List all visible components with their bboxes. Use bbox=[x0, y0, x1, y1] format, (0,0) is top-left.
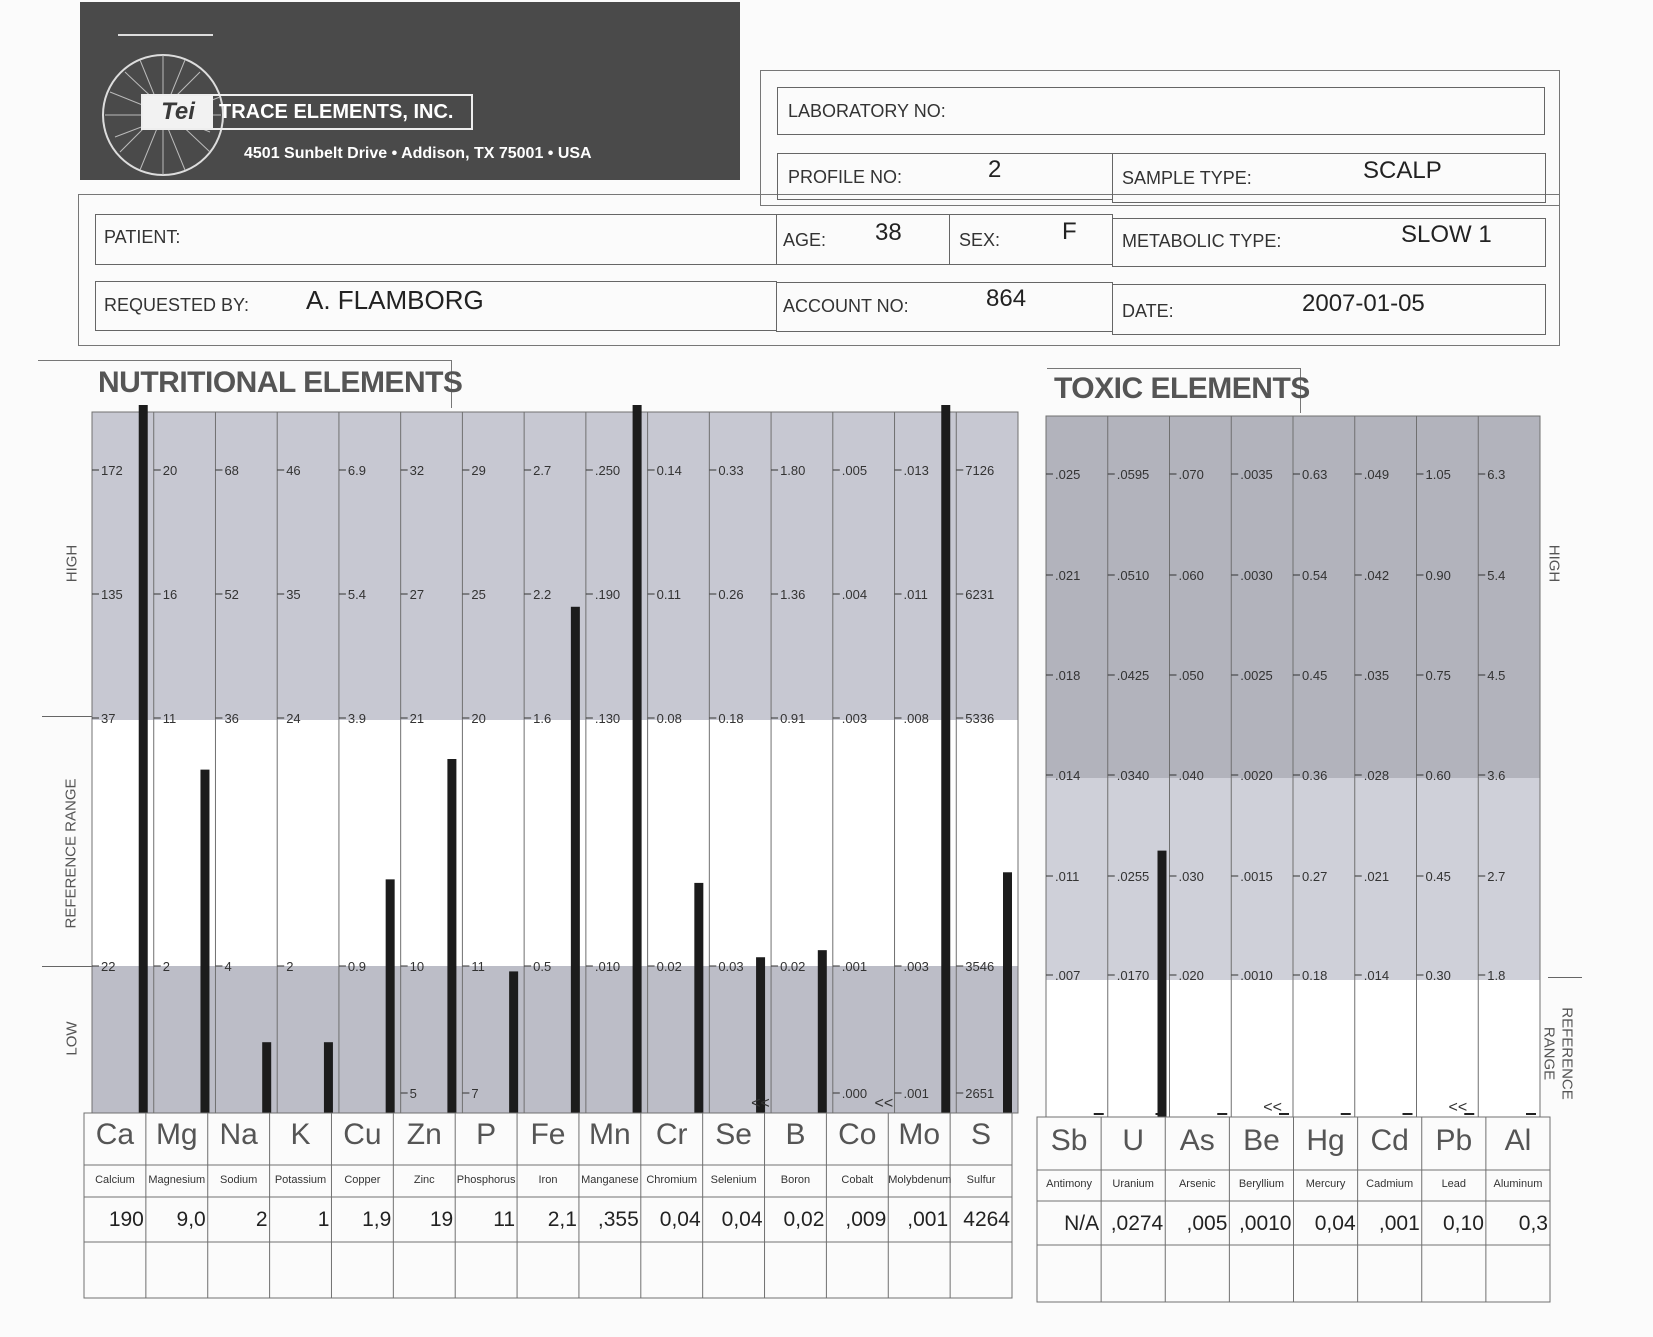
element-name: Sulfur bbox=[966, 1174, 996, 1186]
element-symbol-cu: Cu bbox=[343, 1118, 382, 1151]
scale-tick-label: 2.7 bbox=[533, 463, 552, 478]
element-name: Zinc bbox=[413, 1174, 435, 1186]
toxic-element-name: Beryllium bbox=[1238, 1178, 1285, 1190]
element-result: 19 bbox=[429, 1208, 454, 1231]
toxic-element-result: 0,3 bbox=[1518, 1212, 1548, 1235]
laboratory-no-label: LABORATORY NO: bbox=[788, 101, 946, 121]
toxic-scale-tick-label: 0.60 bbox=[1425, 768, 1451, 783]
element-symbol-mo: Mo bbox=[898, 1118, 941, 1151]
toxic-element-result: ,0274 bbox=[1110, 1212, 1164, 1235]
scale-tick-label: 46 bbox=[286, 463, 301, 478]
scale-tick-label: .000 bbox=[841, 1086, 868, 1101]
scale-tick-label: 4 bbox=[224, 959, 232, 974]
scale-tick-label: 0.5 bbox=[533, 959, 552, 974]
toxic-element-name: Mercury bbox=[1305, 1178, 1346, 1190]
toxic-scale-tick-label: .030 bbox=[1178, 869, 1204, 884]
toxic-element-name: Uranium bbox=[1112, 1178, 1154, 1190]
element-result: 4264 bbox=[963, 1208, 1010, 1231]
element-name: Manganese bbox=[581, 1174, 639, 1186]
toxic-scale-tick-label: .0170 bbox=[1116, 968, 1150, 983]
toxic-element-result: 0,04 bbox=[1314, 1212, 1356, 1235]
toxic-scale-tick-label: .042 bbox=[1363, 568, 1390, 583]
scale-tick-label: 0.08 bbox=[656, 711, 682, 726]
scale-tick-label: 11 bbox=[471, 959, 485, 974]
scale-tick-label: 1.80 bbox=[780, 463, 806, 478]
element-result: 9,0 bbox=[176, 1208, 206, 1231]
scale-tick-label: 20 bbox=[471, 711, 486, 726]
toxic-scale-tick-label: 0.63 bbox=[1302, 467, 1328, 482]
toxic-element-result: N/A bbox=[1064, 1212, 1100, 1235]
scale-tick-label: 0.11 bbox=[656, 587, 681, 602]
element-symbol-zn: Zn bbox=[406, 1118, 442, 1151]
toxic-scale-tick-label: 0.18 bbox=[1302, 968, 1328, 983]
toxic-scale-tick-label: 0.27 bbox=[1302, 869, 1328, 884]
scale-tick-label: .011 bbox=[903, 587, 928, 602]
toxic-element-symbol-sb: Sb bbox=[1050, 1124, 1088, 1157]
element-result: ,355 bbox=[597, 1208, 639, 1231]
scale-tick-label: 5.4 bbox=[347, 587, 367, 602]
age-value: 38 bbox=[875, 219, 902, 246]
scale-tick-label: 10 bbox=[409, 959, 425, 974]
element-symbol-p: P bbox=[476, 1118, 497, 1151]
toxic-scale-tick-label: .0595 bbox=[1116, 467, 1150, 482]
toxic-element-name: Cadmium bbox=[1366, 1178, 1414, 1190]
toxic-element-symbol-be: Be bbox=[1243, 1124, 1280, 1157]
scale-tick-label: 0.91 bbox=[780, 711, 806, 726]
profile-no-value: 2 bbox=[988, 156, 1002, 183]
scale-tick-label: 2 bbox=[162, 959, 170, 974]
scale-tick-label: 0.14 bbox=[656, 463, 682, 478]
scale-tick-label: .005 bbox=[841, 463, 868, 478]
toxic-element-result: 0,10 bbox=[1443, 1212, 1484, 1235]
patient-label: PATIENT: bbox=[104, 227, 181, 247]
element-name: Copper bbox=[344, 1174, 381, 1186]
toxic-scale-tick-label: .070 bbox=[1178, 467, 1204, 482]
toxic-side-label-high: HIGH bbox=[1545, 544, 1563, 583]
toxic-scale-tick-label: 4.5 bbox=[1487, 668, 1506, 683]
scale-tick-label: .003 bbox=[841, 711, 868, 726]
toxic-scale-tick-label: .040 bbox=[1178, 768, 1204, 783]
scale-tick-label: 2651 bbox=[965, 1086, 995, 1101]
scale-tick-label: 20 bbox=[162, 463, 178, 478]
scale-tick-label: 27 bbox=[409, 587, 425, 602]
metabolic-type-label: METABOLIC TYPE: bbox=[1122, 231, 1282, 251]
scale-tick-label: 6.9 bbox=[347, 463, 367, 478]
element-name: Chromium bbox=[646, 1174, 698, 1186]
toxic-element-name: Lead bbox=[1441, 1178, 1467, 1190]
toxic-scale-tick-label: .018 bbox=[1055, 668, 1081, 683]
element-symbol-k: K bbox=[290, 1118, 311, 1151]
element-name: Calcium bbox=[95, 1174, 135, 1186]
toxic-element-symbol-al: Al bbox=[1504, 1124, 1532, 1157]
toxic-scale-tick-label: .0035 bbox=[1240, 467, 1273, 482]
element-symbol-s: S bbox=[971, 1118, 992, 1151]
element-result: 0,04 bbox=[659, 1208, 701, 1231]
toxic-scale-tick-label: .050 bbox=[1178, 668, 1204, 683]
scale-tick-label: 2 bbox=[286, 959, 294, 974]
toxic-scale-tick-label: 0.75 bbox=[1425, 668, 1451, 683]
toxic-scale-tick-label: .060 bbox=[1178, 568, 1204, 583]
toxic-element-symbol-u: U bbox=[1122, 1124, 1145, 1157]
element-result: 1,9 bbox=[362, 1208, 392, 1231]
profile-no-label: PROFILE NO: bbox=[788, 167, 903, 187]
element-result: 2,1 bbox=[547, 1208, 577, 1231]
toxic-side-label-reference: REFERENCE bbox=[1558, 1007, 1576, 1100]
date-label: DATE: bbox=[1122, 301, 1174, 321]
scale-tick-label: 24 bbox=[286, 711, 301, 726]
scale-tick-label: 16 bbox=[162, 587, 178, 602]
toxic-element-symbol-as: As bbox=[1179, 1124, 1215, 1157]
element-name: Phosphorus bbox=[456, 1174, 516, 1186]
toxic-scale-tick-label: .0015 bbox=[1240, 869, 1273, 884]
toxic-scale-tick-label: .007 bbox=[1055, 968, 1081, 983]
scale-tick-label: .010 bbox=[594, 959, 621, 974]
scale-tick-label: 36 bbox=[224, 711, 239, 726]
toxic-scale-tick-label: 1.8 bbox=[1487, 968, 1506, 983]
scale-tick-label: 35 bbox=[286, 587, 301, 602]
toxic-side-label-range: RANGE bbox=[1540, 1026, 1558, 1081]
element-result: 190 bbox=[108, 1208, 144, 1231]
below-range-marker: << bbox=[751, 1095, 770, 1112]
scale-tick-label: .250 bbox=[594, 463, 621, 478]
sex-value: F bbox=[1062, 218, 1077, 245]
scale-tick-label: 0.9 bbox=[347, 959, 367, 974]
toxic-scale-tick-label: .0255 bbox=[1116, 869, 1150, 884]
toxic-scale-tick-label: 0.45 bbox=[1302, 668, 1328, 683]
element-result: ,001 bbox=[907, 1208, 949, 1231]
element-name: Selenium bbox=[710, 1174, 757, 1186]
toxic-scale-tick-label: 0.54 bbox=[1302, 568, 1328, 583]
scale-tick-label: .013 bbox=[903, 463, 929, 478]
toxic-below-range-marker: << bbox=[1263, 1099, 1282, 1116]
toxic-element-symbol-cd: Cd bbox=[1370, 1124, 1409, 1157]
scale-tick-label: 22 bbox=[101, 959, 116, 974]
element-result: 1 bbox=[317, 1208, 330, 1231]
scale-tick-label: 1.6 bbox=[533, 711, 552, 726]
scale-tick-label: 135 bbox=[101, 587, 123, 602]
element-name: Potassium bbox=[274, 1174, 327, 1186]
sex-label: SEX: bbox=[959, 230, 1001, 250]
toxic-element-result: ,001 bbox=[1378, 1212, 1420, 1235]
toxic-scale-tick-label: 0.30 bbox=[1425, 968, 1451, 983]
toxic-scale-tick-label: .049 bbox=[1363, 467, 1390, 482]
toxic-scale-tick-label: .0020 bbox=[1240, 768, 1273, 783]
scale-tick-label: 172 bbox=[101, 463, 123, 478]
element-result: 2 bbox=[255, 1208, 268, 1231]
requested-by-value: A. FLAMBORG bbox=[306, 285, 484, 315]
scale-tick-label: 68 bbox=[224, 463, 239, 478]
lab-address: 4501 Sunbelt Drive • Addison, TX 75001 • USA bbox=[244, 145, 592, 162]
toxic-element-result: ,0010 bbox=[1238, 1212, 1292, 1235]
scale-tick-label: 0.33 bbox=[718, 463, 744, 478]
toxic-elements-title: TOXIC ELEMENTS bbox=[1054, 372, 1310, 405]
requested-by-label: REQUESTED BY: bbox=[104, 295, 250, 315]
toxic-scale-tick-label: .0025 bbox=[1240, 668, 1273, 683]
toxic-scale-tick-label: 0.45 bbox=[1425, 869, 1451, 884]
element-name: Boron bbox=[780, 1174, 811, 1186]
nutritional-elements-title: NUTRITIONAL ELEMENTS bbox=[98, 366, 463, 399]
toxic-scale-tick-label: .035 bbox=[1363, 668, 1390, 683]
scale-tick-label: 32 bbox=[409, 463, 425, 478]
toxic-below-range-marker: << bbox=[1448, 1099, 1468, 1116]
toxic-scale-tick-label: .011 bbox=[1055, 869, 1080, 884]
scale-tick-label: 11 bbox=[162, 711, 177, 726]
toxic-scale-tick-label: 0.90 bbox=[1425, 568, 1451, 583]
scale-tick-label: 3.9 bbox=[347, 711, 367, 726]
scale-tick-label: 37 bbox=[101, 711, 116, 726]
below-range-marker: << bbox=[874, 1095, 894, 1112]
toxic-element-symbol-hg: Hg bbox=[1306, 1124, 1345, 1157]
scale-tick-label: .130 bbox=[594, 711, 621, 726]
scale-tick-label: 0.03 bbox=[718, 959, 744, 974]
brand-mark: Tei bbox=[143, 96, 213, 128]
scale-tick-label: 29 bbox=[471, 463, 486, 478]
scale-tick-label: .001 bbox=[841, 959, 868, 974]
element-symbol-mg: Mg bbox=[155, 1118, 198, 1151]
scale-tick-label: .190 bbox=[594, 587, 621, 602]
scale-tick-label: 0.26 bbox=[718, 587, 744, 602]
scale-tick-label: .003 bbox=[903, 959, 929, 974]
element-symbol-fe: Fe bbox=[530, 1118, 566, 1151]
toxic-element-symbol-pb: Pb bbox=[1435, 1124, 1473, 1157]
scale-tick-label: .004 bbox=[841, 587, 868, 602]
element-result: ,009 bbox=[845, 1208, 887, 1231]
scale-tick-label: 7126 bbox=[965, 463, 995, 478]
metabolic-type-value: SLOW 1 bbox=[1401, 221, 1492, 248]
element-name: Cobalt bbox=[841, 1174, 874, 1186]
toxic-scale-tick-label: .0425 bbox=[1116, 668, 1150, 683]
element-result: 0,02 bbox=[783, 1208, 825, 1231]
scale-tick-label: 6231 bbox=[965, 587, 995, 602]
side-label-low: LOW bbox=[63, 1021, 81, 1056]
scale-tick-label: 21 bbox=[409, 711, 425, 726]
toxic-scale-tick-label: .0010 bbox=[1240, 968, 1273, 983]
toxic-scale-tick-label: 6.3 bbox=[1487, 467, 1506, 482]
account-no-label: ACCOUNT NO: bbox=[783, 296, 909, 316]
scale-tick-label: 2.2 bbox=[533, 587, 552, 602]
toxic-scale-tick-label: .025 bbox=[1055, 467, 1081, 482]
element-symbol-mn: Mn bbox=[589, 1118, 631, 1151]
element-result: 11 bbox=[493, 1208, 516, 1231]
scale-tick-label: 25 bbox=[471, 587, 486, 602]
toxic-scale-tick-label: .0510 bbox=[1116, 568, 1150, 583]
scale-tick-label: 5 bbox=[409, 1086, 417, 1101]
toxic-element-name: Arsenic bbox=[1178, 1178, 1216, 1190]
toxic-element-name: Aluminum bbox=[1493, 1178, 1543, 1190]
lab-name: TRACE ELEMENTS, INC. bbox=[219, 101, 454, 123]
side-label-reference-range: REFERENCE RANGE bbox=[62, 778, 80, 929]
scale-tick-label: .001 bbox=[903, 1086, 929, 1101]
element-symbol-b: B bbox=[785, 1118, 806, 1151]
toxic-scale-tick-label: .021 bbox=[1363, 869, 1390, 884]
element-name: Magnesium bbox=[148, 1174, 206, 1186]
toxic-scale-tick-label: .028 bbox=[1363, 768, 1390, 783]
scale-tick-label: .008 bbox=[903, 711, 929, 726]
element-result: 0,04 bbox=[721, 1208, 763, 1231]
element-symbol-na: Na bbox=[219, 1118, 258, 1151]
toxic-element-result: ,005 bbox=[1186, 1212, 1228, 1235]
toxic-scale-tick-label: .0030 bbox=[1240, 568, 1273, 583]
toxic-scale-tick-label: .014 bbox=[1363, 968, 1390, 983]
element-name: Molybdenum bbox=[888, 1174, 952, 1186]
toxic-scale-tick-label: 5.4 bbox=[1487, 568, 1506, 583]
toxic-scale-tick-label: 3.6 bbox=[1487, 768, 1506, 783]
toxic-scale-tick-label: 2.7 bbox=[1487, 869, 1506, 884]
toxic-element-name: Antimony bbox=[1046, 1178, 1092, 1190]
toxic-scale-tick-label: 1.05 bbox=[1425, 467, 1451, 482]
age-label: AGE: bbox=[783, 230, 827, 250]
toxic-scale-tick-label: .014 bbox=[1055, 768, 1081, 783]
account-no-value: 864 bbox=[986, 285, 1027, 312]
scale-tick-label: 1.36 bbox=[780, 587, 806, 602]
scale-tick-label: 52 bbox=[224, 587, 239, 602]
scale-tick-label: 0.02 bbox=[656, 959, 682, 974]
toxic-scale-tick-label: .020 bbox=[1178, 968, 1204, 983]
date-value: 2007-01-05 bbox=[1302, 290, 1425, 317]
element-symbol-ca: Ca bbox=[95, 1118, 135, 1151]
scale-tick-label: 0.02 bbox=[780, 959, 806, 974]
element-symbol-se: Se bbox=[715, 1118, 752, 1151]
scale-tick-label: 3546 bbox=[965, 959, 995, 974]
scale-tick-label: 7 bbox=[471, 1086, 479, 1101]
sample-type-value: SCALP bbox=[1363, 157, 1442, 184]
element-symbol-cr: Cr bbox=[655, 1118, 688, 1151]
sample-type-label: SAMPLE TYPE: bbox=[1122, 168, 1252, 188]
toxic-scale-tick-label: .021 bbox=[1055, 568, 1081, 583]
toxic-scale-tick-label: .0340 bbox=[1116, 768, 1150, 783]
scale-tick-label: 0.18 bbox=[718, 711, 744, 726]
element-symbol-co: Co bbox=[838, 1118, 877, 1151]
scale-tick-label: 5336 bbox=[965, 711, 995, 726]
element-name: Iron bbox=[538, 1174, 558, 1186]
toxic-scale-tick-label: 0.36 bbox=[1302, 768, 1328, 783]
element-name: Sodium bbox=[220, 1174, 258, 1186]
side-label-high: HIGH bbox=[63, 544, 81, 583]
